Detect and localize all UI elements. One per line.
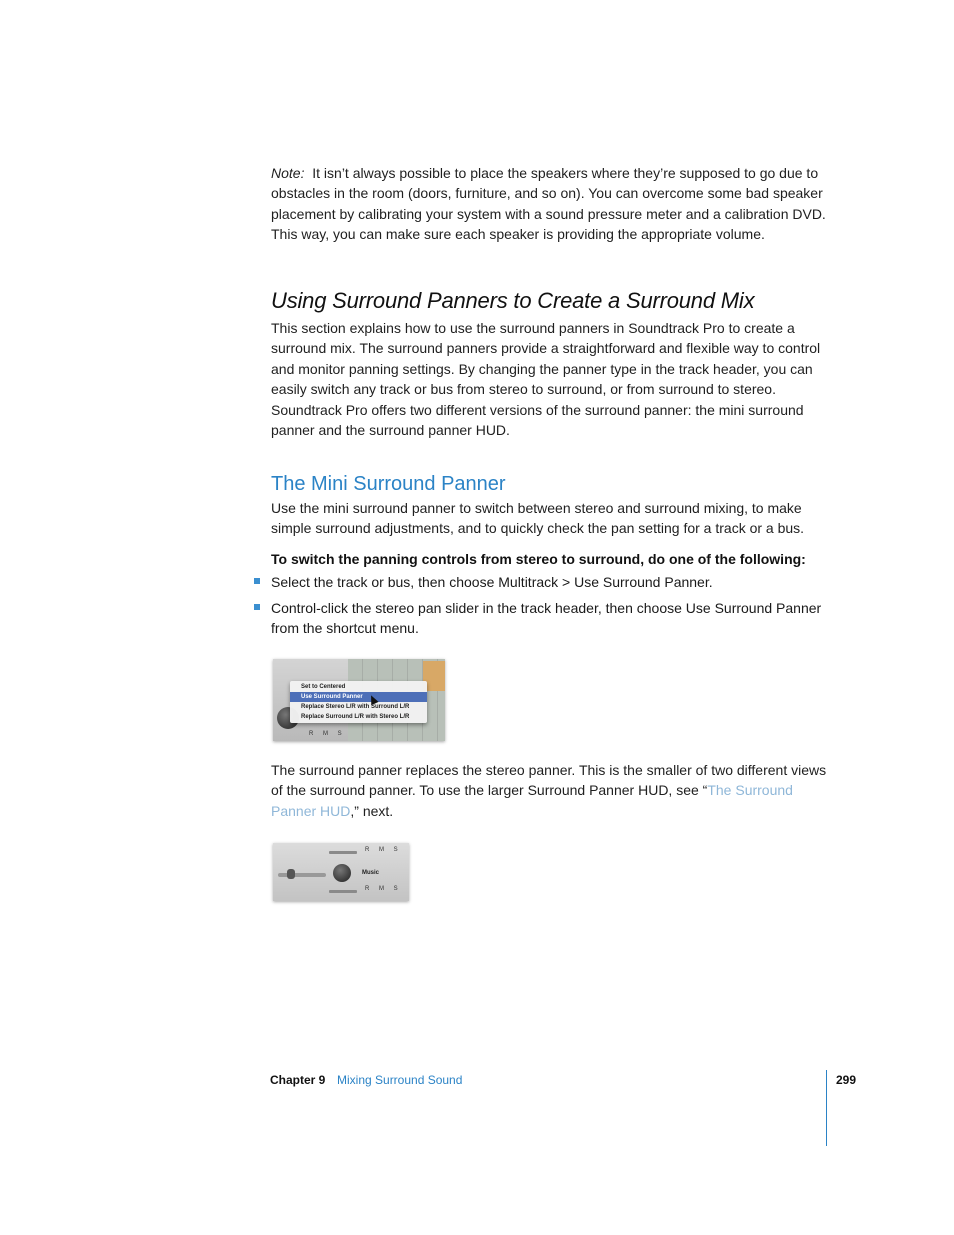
volume-bar: [329, 851, 357, 854]
pan-slider-thumb: [287, 869, 295, 879]
bullet-item: Control-click the stereo pan slider in the track header, then choose Use Surround Panner from the shortcut menu.: [271, 600, 822, 637]
bullet-item: Select the track or bus, then choose Multitrack > Use Surround Panner.: [271, 574, 713, 590]
footer-chapter: Chapter 9: [270, 1073, 326, 1087]
shortcut-menu: [290, 681, 427, 723]
task-heading: To switch the panning controls from stereo to surround, do one of the following:: [271, 551, 806, 567]
footer-divider: [826, 1070, 827, 1146]
section-heading: Using Surround Panners to Create a Surround Mix: [271, 288, 755, 313]
page-number: 299: [836, 1073, 857, 1087]
bus-popup: Music: [362, 870, 380, 876]
menu-item-replace-stereo[interactable]: Replace Stereo L/R with Surround L/R: [301, 704, 410, 710]
pan-slider: [278, 873, 326, 877]
footer-chapter-title[interactable]: Mixing Surround Sound: [337, 1073, 463, 1087]
menu-item-set-to-centered[interactable]: Set to Centered: [301, 684, 346, 690]
track-buttons-top: R M S: [365, 847, 402, 853]
after-text-end: ,” next.: [350, 802, 394, 819]
note-paragraph: [271, 163, 831, 245]
subsection-heading: The Mini Surround Panner: [271, 473, 506, 495]
subsection-body: Use the mini surround panner to switch between stereo and surround mixing, to make simple surround adjustments, and to quickly check the pan setting for a track or a bus.: [271, 500, 805, 537]
bullet-icon: [254, 604, 260, 610]
note-text: It isn’t always possible to place the speakers where they’re supposed to go due to obstacles in the room (doors, furniture, and so on). You can overcome some bad speaker placement by calibrating your system with a sound pressure meter and a calibration DVD. This way, you can make sure each speaker is providing the appropriate volume.: [271, 165, 826, 243]
menu-item-replace-surround[interactable]: Replace Surround L/R with Stereo L/R: [301, 714, 410, 720]
bullet-icon: [254, 578, 260, 584]
section-body: This section explains how to use the surround panners in Soundtrack Pro to create a surround mix. The surround panners provide a straightforward and flexible way to control and monitor panning settings. By changing the panner type in the track header, you can easily switch any track or bus from stereo to surround, or from surround to stereo. Soundtrack Pro offers two different versions of the surround panner: the mini surround panner and the surround panner HUD.: [271, 320, 821, 439]
context-menu-screenshot: [273, 659, 445, 741]
after-paragraph: [271, 760, 831, 821]
note-label: Note:: [271, 165, 305, 181]
surround-panner-hud-link[interactable]: The Surround Panner HUD: [271, 782, 793, 819]
surround-panner-knob-icon: [333, 864, 351, 882]
track-buttons: R M S: [309, 731, 346, 737]
volume-bar-lower: [329, 890, 357, 893]
track-buttons-bottom: R M S: [365, 886, 402, 892]
menu-item-use-surround-panner[interactable]: Use Surround Panner: [290, 692, 427, 702]
mini-surround-panner-screenshot: [273, 843, 409, 901]
after-text-start: The surround panner replaces the stereo panner. This is the smaller of two different views of the surround panner. To use the larger Surround Panner HUD, see “: [271, 762, 827, 799]
